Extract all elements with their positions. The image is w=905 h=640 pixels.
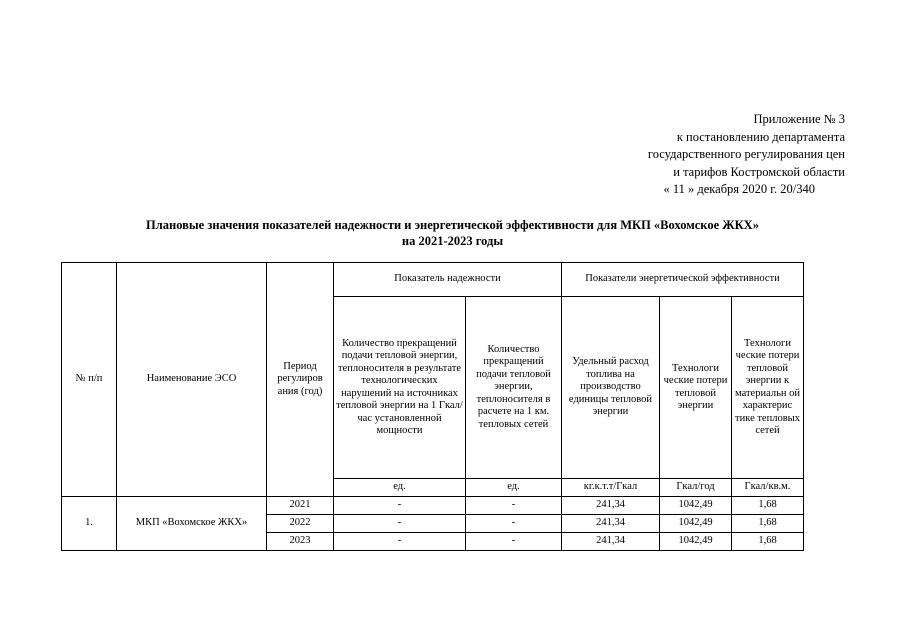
value-cell: - xyxy=(334,497,466,515)
appendix-line: « 11 » декабря 2020 г. 20/340 xyxy=(663,182,815,196)
unit-cell: кг.к.т.т/Гкал xyxy=(562,479,660,497)
header-num: № п/п xyxy=(62,263,117,497)
header-efficiency-group: Показатели энергетической эффективности xyxy=(562,263,804,297)
org-name: МКП «Вохомское ЖКХ» xyxy=(117,497,267,551)
unit-cell: Гкал/год xyxy=(660,479,732,497)
appendix-line: к постановлению департамента xyxy=(676,129,845,144)
unit-cell: Гкал/кв.м. xyxy=(732,479,804,497)
header-outages-source: Количество прекращений подачи тепловой энергии, теплоносителя в результате технологических нарушений на источниках тепловой энергии на 1 Гкал/час установленной мощности xyxy=(334,297,466,479)
value-cell: 1042,49 xyxy=(660,533,732,551)
value-cell: 241,34 xyxy=(562,533,660,551)
value-cell: - xyxy=(466,515,562,533)
year-cell: 2021 xyxy=(267,497,334,515)
value-cell: - xyxy=(334,515,466,533)
header-reliability-group: Показатель надежности xyxy=(334,263,562,297)
value-cell: 1,68 xyxy=(732,533,804,551)
row-number: 1. xyxy=(62,497,117,551)
value-cell: 1042,49 xyxy=(660,515,732,533)
header-period: Период регулиров ания (год) xyxy=(267,263,334,497)
document-title xyxy=(0,217,905,249)
value-cell: - xyxy=(466,533,562,551)
appendix-block xyxy=(648,111,845,199)
value-cell: 1,68 xyxy=(732,497,804,515)
value-cell: 241,34 xyxy=(562,497,660,515)
title-line: на 2021-2023 годы xyxy=(401,234,504,248)
value-cell: - xyxy=(334,533,466,551)
value-cell: 1042,49 xyxy=(660,497,732,515)
value-cell: - xyxy=(466,497,562,515)
header-eso: Наименование ЭСО xyxy=(117,263,267,497)
unit-cell: ед. xyxy=(466,479,562,497)
value-cell: 1,68 xyxy=(732,515,804,533)
value-cell: 241,34 xyxy=(562,515,660,533)
header-losses: Технологи ческие потери тепловой энергии xyxy=(660,297,732,479)
header-losses-char: Технологи ческие потери тепловой энергии к материальн ой характерис тике тепловых сетей xyxy=(732,297,804,479)
year-cell: 2022 xyxy=(267,515,334,533)
appendix-line: государственного регулирования цен xyxy=(647,147,845,161)
appendix-line: и тарифов Костромской области xyxy=(673,164,845,179)
indicators-table xyxy=(61,262,804,551)
year-cell: 2023 xyxy=(267,533,334,551)
title-line: Плановые значения показателей надежности и энергетической эффективности для МКП «Вохомское ЖКХ» xyxy=(146,218,759,232)
appendix-line: Приложение № 3 xyxy=(753,112,845,126)
header-fuel: Удельный расход топлива на производство единицы тепловой энергии xyxy=(562,297,660,479)
table-row xyxy=(62,497,804,515)
unit-cell: ед. xyxy=(334,479,466,497)
header-outages-network: Количество прекращений подачи тепловой энергии, теплоносителя в расчете на 1 км. тепловых сетей xyxy=(466,297,562,479)
